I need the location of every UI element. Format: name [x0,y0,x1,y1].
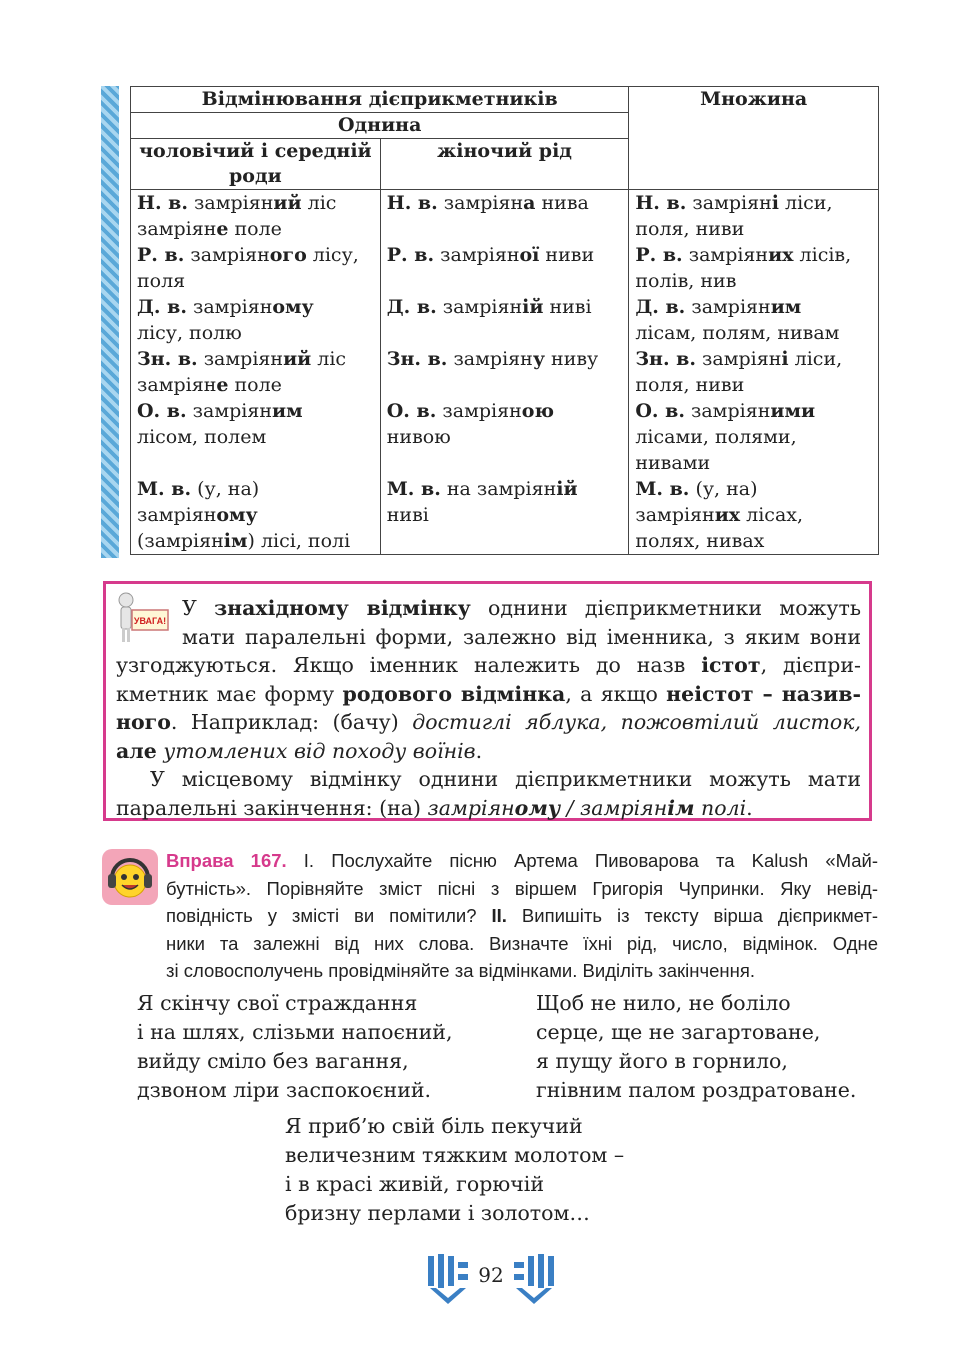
table-line: полів, нив [635,270,737,292]
table-line: замріяне поле [137,374,282,396]
table-header-singular: Однина [131,113,629,139]
svg-text:УВАГА!: УВАГА! [133,616,167,626]
attention-note: УВАГА! У знахідному відмінку однини дієприкметники можуть мати паралельні форми, залежно від іменника, з яким вони узгоджуються. Якщо іменник належить до назв істот, дієпри- кметник має форму родового відмінка, а якщо неістот – назив- ного. Наприклад: (бачу) достиглі яблука, пожовтілий листок, але утомлених від походу воїнів. У місцевому відмінку однини дієприкметники можуть мати паралельні закінчення: (на) замріяному / замріянім полі. [103,581,872,821]
table-line: замріяне поле [137,218,282,240]
listening-smiley-icon [101,848,159,906]
table-line: М. в. на замріяній [386,478,578,500]
ornament-left-icon [426,1252,470,1306]
table-line: Н. в. замріяний ліс [137,192,337,214]
table-line: поля, ниви [635,218,745,240]
table-line: полях, нивах [635,530,765,552]
table-line: замріяних лісах, [635,504,804,526]
table-line: М. в. (у, на) [137,478,260,500]
page-number: 92 [478,1263,504,1287]
table-line: замріяному [137,504,258,526]
table-line: Зн. в. замріяну ниву [386,348,599,370]
decorative-side-stripe [101,86,119,558]
table-line: нивою [386,426,451,448]
ornament-right-icon [512,1252,556,1306]
declension-table [130,86,879,555]
table-line: Зн. в. замріяний ліс [137,348,347,370]
exercise-167: Вправа 167. І. Послухайте пісню Артема Пивоварова та Kalush «Май- бутність». Порівняйте зміст пісні з віршем Григорія Чупринки. Яку невід- повідність у змісті ви помітили? ІІ. Випишіть із тексту вірша дієприкмет- ники та залежні від них слова. Визначте їхні рід, число, відмінок. Одне зі словосполучень провідміняйте за відмінками. Виділіть закінчення. [166,850,879,981]
table-line: Р. в. замріяного лісу, [137,244,359,266]
table-line: лісам, полям, нивам [635,322,840,344]
table-line: Р. в. замріяних лісів, [635,244,852,266]
poem-stanza-left: Я скінчу свої страждання і на шлях, слізьми напоєний, вийду сміло без вагання, дзвоном ліри заспокоєний. [137,991,453,1102]
column-fem [380,190,629,555]
table-line: лісом, полем [137,426,267,448]
table-header-plural: Множина [629,87,879,190]
table-header-fem: жіночий рід [380,139,629,190]
column-plural [629,190,879,555]
table-line: нивами [635,452,711,474]
attention-sign-icon [112,592,170,644]
exercise-title: Вправа 167. [166,850,287,871]
table-line: Н. в. замріяні ліси, [635,192,833,214]
table-line: Д. в. замріяній ниві [386,296,592,318]
table-line: О. в. замріяними [635,400,816,422]
poem-stanza-right: Щоб не нило, не боліло серце, ще не загартоване, я пущу його в горнило, гнівним палом роздратоване. [536,991,857,1102]
table-line: Зн. в. замріяні ліси, [635,348,843,370]
column-masc [131,190,381,555]
table-line: М. в. (у, на) [635,478,758,500]
table-line: О. в. замріяною [386,400,554,422]
table-line: ниві [386,504,429,526]
table-line: поля [137,270,186,292]
table-line: лісами, полями, [635,426,797,448]
poem-stanza-center: Я приб’ю свій біль пекучий величезним тяжким молотом – і в красі живій, горючій бризну перлами і золотом… [285,1114,625,1225]
table-header-masc: чоловічий і середній роди [131,139,381,190]
table-line: лісу, полю [137,322,242,344]
table-line: Р. в. замріяної ниви [386,244,595,266]
table-line: поля, ниви [635,374,745,396]
table-line: Д. в. замріяному [137,296,314,318]
table-line: Д. в. замріяним [635,296,802,318]
table-line: О. в. замріяним [137,400,303,422]
table-line: Н. в. замріяна нива [386,192,589,214]
table-line: (замріянім) лісі, полі [137,530,351,552]
table-header-main: Відмінювання дієприкметників [131,87,629,113]
